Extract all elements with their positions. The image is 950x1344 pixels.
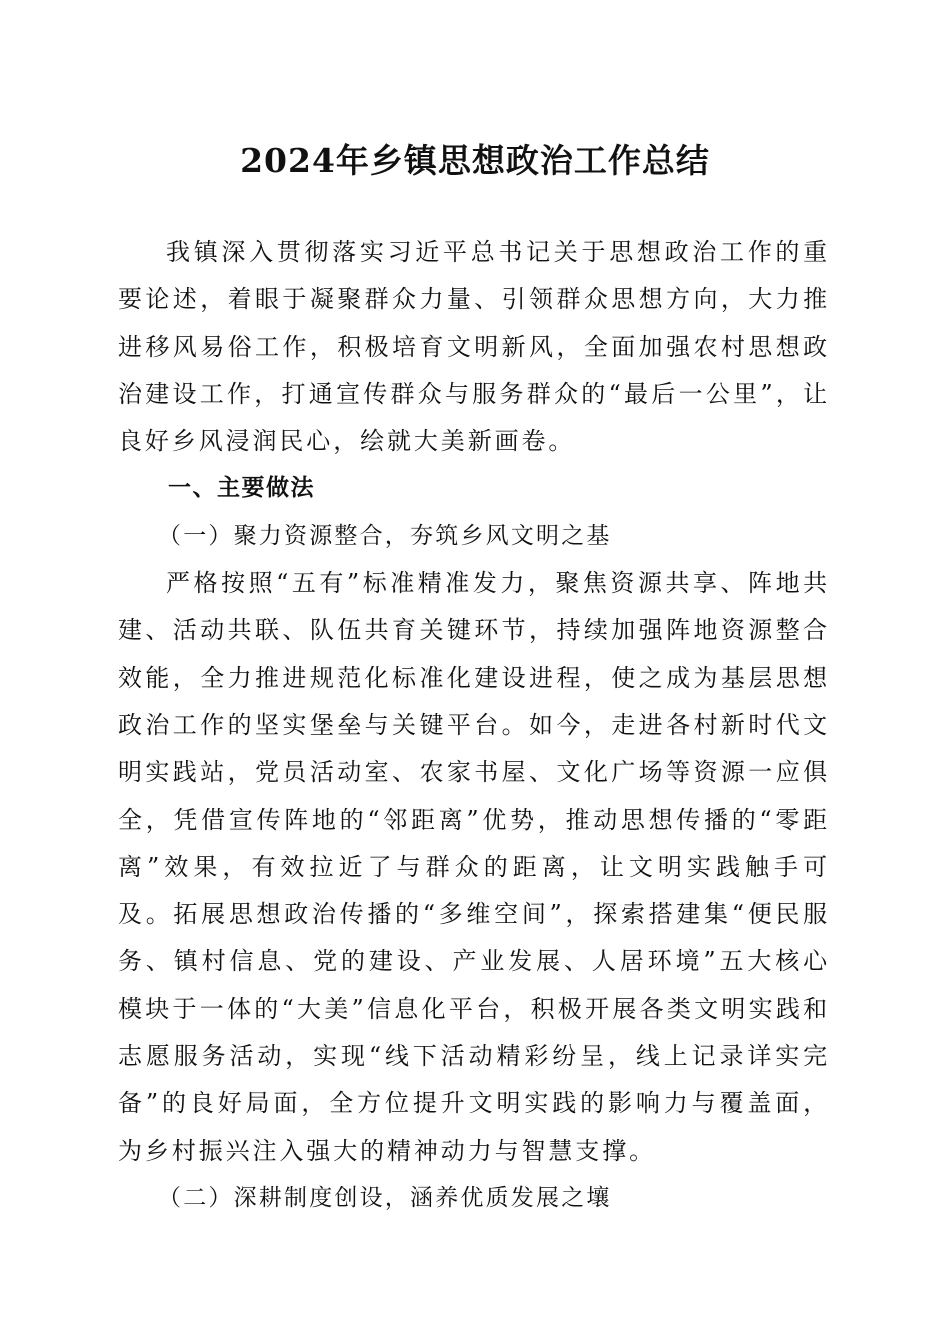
intro-paragraph: 我镇深入贯彻落实习近平总书记关于思想政治工作的重要论述，着眼于凝聚群众力量、引领群众思想方向，大力推进移风易俗工作，积极培育文明新风，全面加强农村思想政治建设工作，打通宣传群众与服务群众的“最后一公里”，让良好乡风浸润民心，绘就大美新画卷。 — [118, 238, 830, 456]
section-heading-main-practices: 一、主要做法 — [168, 475, 315, 502]
document-title: 2024年乡镇思想政治工作总结 — [240, 141, 710, 180]
resource-integration-paragraph: 严格按照“五有”标准精准发力，聚焦资源共享、阵地共建、活动共联、队伍共育关键环节，持续加强阵地资源整合效能，全力推进规范化标准化建设进程，使之成为基层思想政治工作的坚实堡垒与关键平台。如今，走进各村新时代文明实践站，党员活动室、农家书屋、文化广场等资源一应俱全，凭借宣传阵地的“邻距离”优势，推动思想传播的“零距离”效果，有效拉近了与群众的距离，让文明实践触手可及。拓展思想政治传播的“多维空间”，探索搭建集“便民服务、镇村信息、党的建设、产业发展、人居环境”五大核心模块于一体的“大美”信息化平台，积极开展各类文明实践和志愿服务活动，实现“线下活动精彩纷呈，线上记录详实完备”的良好局面，全方位提升文明实践的影响力与覆盖面，为乡村振兴注入强大的精神动力与智慧支撑。 — [118, 569, 830, 1165]
subsection-heading-system-building: （二）深耕制度创设，涵养优质发展之壤 — [158, 1184, 612, 1211]
document-body — [118, 229, 830, 1222]
subsection-heading-resource-integration: （一）聚力资源整合，夯筑乡风文明之基 — [158, 522, 612, 549]
